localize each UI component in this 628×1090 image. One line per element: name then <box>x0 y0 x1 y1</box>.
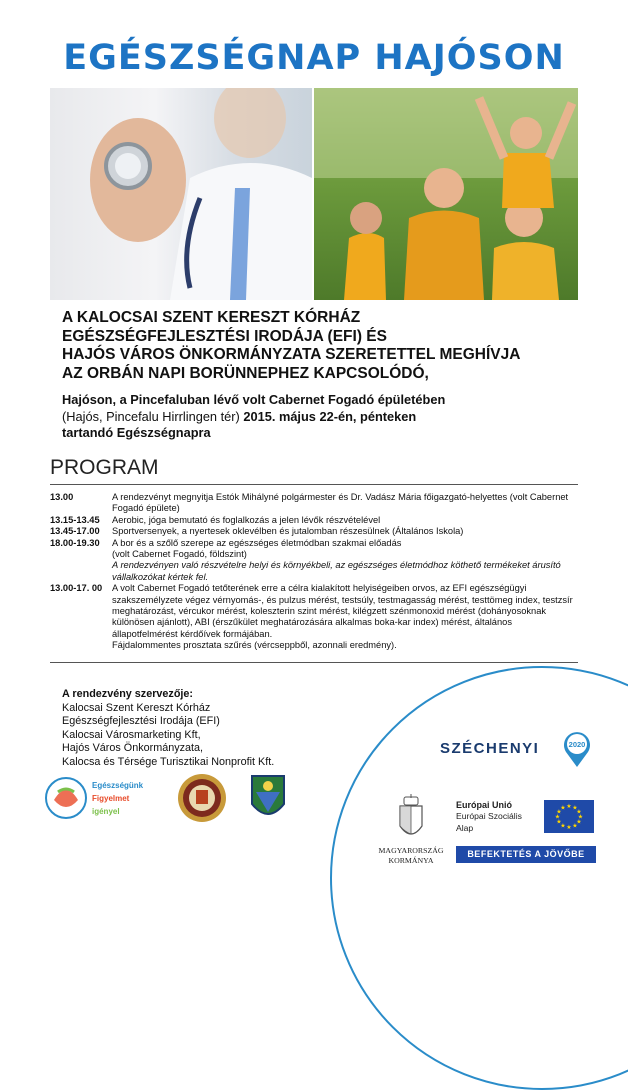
happy-kids-photo <box>314 88 578 300</box>
organizer-line: Kalocsa és Térsége Turisztikai Nonprofit Kft. <box>62 755 275 768</box>
program-row <box>50 492 578 515</box>
program-list <box>50 492 578 652</box>
crest-text-line-2: KORMÁNYA <box>388 855 434 865</box>
hero-images <box>50 88 578 300</box>
program-row <box>50 538 578 549</box>
program-bottom-divider <box>50 662 578 663</box>
event-date: 2015. május 22-én, pénteken <box>243 408 417 424</box>
kids-illustration <box>314 88 578 300</box>
svg-text:★: ★ <box>566 824 572 831</box>
organizer-line: Hajós Város Önkormányzata, <box>62 742 204 755</box>
svg-text:★: ★ <box>566 803 572 810</box>
crest-text-line-1: MAGYARORSZÁG <box>378 846 444 855</box>
svg-text:★: ★ <box>560 804 566 812</box>
program-desc: A volt Cabernet Fogadó tetőterének erre a célra kialakított helyiségeiben orvos, az EFI egészségügyi szakszemélyzete végez vérnyomás-, és pulzus mérést, testsúly, testmagasság mérést, testtömeg index, testzsír meghatározást, vércukor mérést, koleszterin szint mérést, kilégzett szénmonoxid mérést (dohányosoknak különösen ajánlott), ABI (érszűkület meghatározására alkalmas boka-kar index) mérést, általános állapotfelmérést kérdőívek formájában. <box>112 583 573 639</box>
svg-text:★: ★ <box>577 813 584 821</box>
svg-text:★: ★ <box>556 808 562 816</box>
program-row <box>50 526 578 537</box>
venue-line-1: Hajóson, a Pincefaluban lévő volt Cabernet Fogadó épületében <box>62 392 446 407</box>
doctor-illustration <box>50 88 312 300</box>
efi-logo <box>46 778 86 818</box>
intro-line: AZ ORBÁN NAPI BORÜNNEPHEZ KAPCSOLÓDÓ, <box>62 364 429 382</box>
poster-title: EGÉSZSÉGNAP HAJÓSON <box>63 38 565 78</box>
program-desc: Aerobic, jóga bemutató és foglalkozás a jelen lévők részvételével <box>112 514 381 525</box>
svg-text:★: ★ <box>556 818 562 826</box>
program-desc: (volt Cabernet Fogadó, földszint) <box>112 549 247 560</box>
program-row <box>50 515 578 526</box>
program-time: 13.00-17. 00 <box>50 583 103 594</box>
doctor-stethoscope-photo <box>50 88 312 300</box>
svg-text:★: ★ <box>576 808 582 816</box>
organizer-line: Kalocsai Szent Kereszt Kórház <box>62 701 211 714</box>
program-time: 13.45-17.00 <box>50 526 100 537</box>
program-time: 13.15-13.45 <box>50 514 100 525</box>
program-desc: A rendezvényt megnyitja Estók Mihályné polgármester és Dr. Vadász Mária főigazgató-helyettes (volt Cabernet Fogadó épülete) <box>112 492 569 514</box>
eu-line-2: Európai Szociális <box>456 811 522 822</box>
eu-line-1: Európai Unió <box>456 800 512 810</box>
program-heading: PROGRAM <box>50 456 159 479</box>
venue-info <box>62 392 562 442</box>
efi-logo-text-2: Figyelmet <box>92 794 130 803</box>
eu-line-3: Alap <box>456 822 474 833</box>
szechenyi-year: 2020 <box>568 740 586 749</box>
program-row <box>50 583 578 640</box>
partner-logos-art <box>44 770 304 830</box>
svg-text:★: ★ <box>554 813 561 821</box>
efi-logo-text-3: igényel <box>92 807 120 816</box>
organizers-block <box>62 688 342 770</box>
efi-logo-text-1: Egészségünk <box>92 781 144 790</box>
szechenyi-label: SZÉCHENYI <box>440 740 540 757</box>
hungary-government-label <box>368 846 454 865</box>
organizer-line: Egészségfejlesztési Irodája (EFI) <box>62 715 220 728</box>
szechenyi-2020-pin-icon <box>562 730 592 768</box>
organizers-heading: A rendezvény szervezője: <box>62 688 194 700</box>
kalocsa-seal-icon <box>178 774 226 822</box>
venue-line-3: tartandó Egészségnapra <box>62 425 211 440</box>
eu-fund-block <box>456 800 596 848</box>
intro-line: A KALOCSAI SZENT KERESZT KÓRHÁZ <box>62 309 361 326</box>
program-time: 18.00-19.30 <box>50 537 100 548</box>
invitation-text <box>62 309 562 383</box>
eu-flag-icon <box>544 800 594 833</box>
eu-text <box>456 800 522 834</box>
intro-line: HAJÓS VÁROS ÖNKORMÁNYZATA SZERETETTEL MEGHÍVJA <box>62 346 521 363</box>
hajos-coat-of-arms-icon <box>252 776 284 814</box>
program-desc: A bor és a szőlő szerepe az egészséges életmódban szakmai előadás <box>112 537 402 548</box>
venue-address: (Hajós, Pincefalu Hirrlingen tér) <box>62 408 244 424</box>
invest-in-future-banner: BEFEKTETÉS A JÖVŐBE <box>456 846 596 863</box>
svg-text:★: ★ <box>576 818 582 826</box>
intro-line: EGÉSZSÉGFEJLESZTÉSI IRODÁJA (EFI) ÉS <box>62 327 387 345</box>
svg-text:★: ★ <box>572 804 578 812</box>
program-time: 13.00 <box>50 492 74 502</box>
svg-text:★: ★ <box>572 822 578 830</box>
program-desc: Fájdalommentes prosztata szűrés (vércseppből, azonnali eredmény). <box>112 640 397 651</box>
program-top-divider <box>50 484 578 485</box>
program-note: A rendezvényen való részvételre helyi és környékbeli, az egészséges életmódhoz köthető termékeket árusító vállalkozókat kértek fel. <box>112 560 561 582</box>
organizer-line: Kalocsai Városmarketing Kft, <box>62 728 201 741</box>
partner-logos <box>44 770 304 830</box>
svg-text:★: ★ <box>560 822 566 830</box>
program-desc: Sportversenyek, a nyertesek oklevélben és jutalomban részesülnek (Általános Iskola) <box>112 526 464 537</box>
